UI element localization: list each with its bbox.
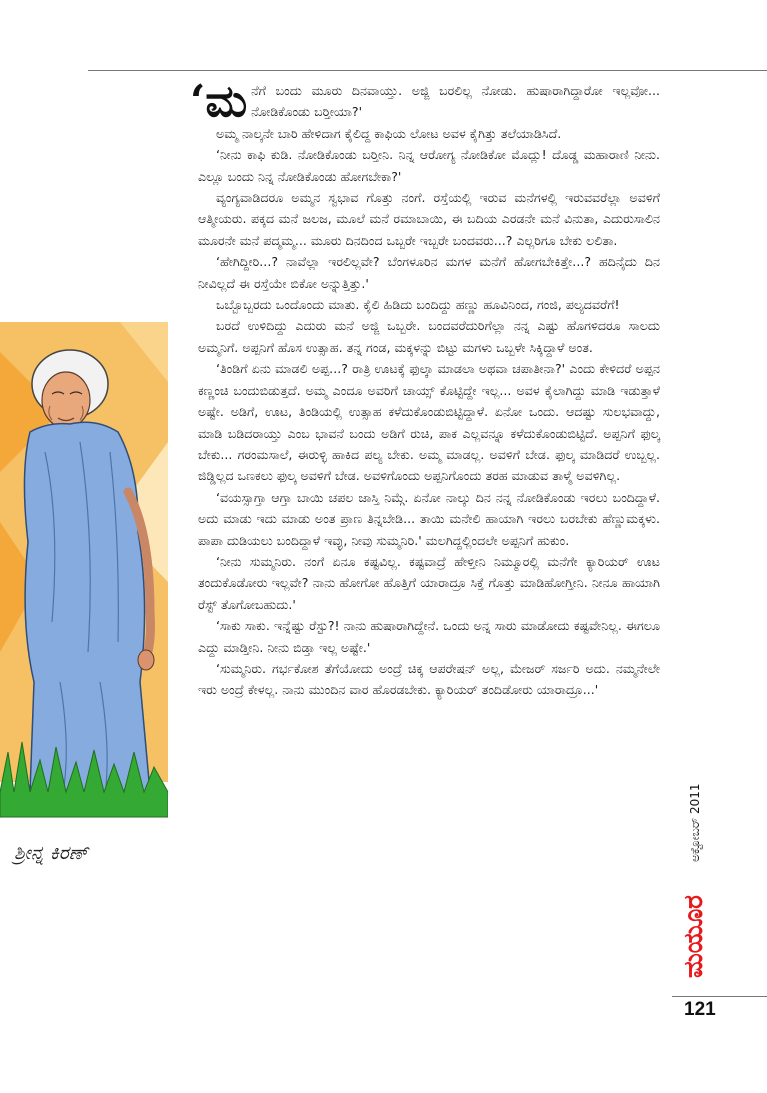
magazine-logo: ಮಯೂರ bbox=[679, 895, 709, 978]
article-paragraph: ‘ಸಾಕು ಸಾಕು. ಇನ್ನೆಷ್ಟು ರೆಸ್ಟು?! ನಾನು ಹುಷಾರಾಗಿದ್ದೇನೆ. ಒಂದು ಅನ್ನ ಸಾರು ಮಾಡೋದು ಕಷ್ಟವೇನಿಲ್ಲ. ಈಗಲೂ ಎದ್ದು ಮಾಡ್ತೀನಿ. ನೀನು ಬಿಡ್ತಾ ಇಲ್ಲ ಅಷ್ಟೇ.' bbox=[198, 618, 660, 655]
article-paragraph: ಒಬ್ಬೊಬ್ಬರದು ಒಂದೊಂದು ಮಾತು. ಕೈಲಿ ಹಿಡಿದು ಬಂದಿದ್ದು ಹಣ್ಣು ಹೂವಿನಿಂದ, ಗಂಜಿ, ಪಲ್ಯದವರೆಗೆ! bbox=[216, 297, 620, 313]
article-paragraph: ‘ಹೇಗಿದ್ದೀರಿ...? ನಾವೆಲ್ಲಾ ಇರಲಿಲ್ಲವೇ? ಬೆಂಗಳೂರಿನ ಮಗಳ ಮನೆಗೆ ಹೋಗಬೇಕಿತ್ತೇ...? ಹದಿನೈದು ದಿನ ನೀವಿಲ್ಲದೆ ಈ ರಸ್ತೆಯೇ ಬಿಕೋ ಅನ್ನುತ್ತಿತ್ತು.' bbox=[198, 254, 660, 291]
page-number: 121 bbox=[684, 999, 716, 1020]
article-paragraph: ಬರದೆ ಉಳಿದಿದ್ದು ಎದುರು ಮನೆ ಅಜ್ಜಿ ಒಬ್ಬರೇ. ಬಂದವರೆದುರಿಗೆಲ್ಲಾ ನನ್ನ ಎಷ್ಟು ಹೊಗಳಿದರೂ ಸಾಲದು ಅಮ್ಮನಿಗೆ. ಅಪ್ಪನಿಗೆ ಹೊಸ ಉತ್ಸಾಹ. ತನ್ನ ಗಂಡ, ಮಕ್ಕಳನ್ನು ಬಿಟ್ಟು ಮಗಳು ಒಬ್ಬಳೇ ಸಿಕ್ಕಿದ್ದಾಳೆ ಅಂತ. bbox=[198, 318, 660, 355]
article-paragraph: ‘ಮನೆಗೆ ಬಂದು ಮೂರು ದಿನವಾಯ್ತು. ಅಜ್ಜಿ ಬರಲಿಲ್ಲ ನೋಡು. ಹುಷಾರಾಗಿದ್ದಾರೋ ಇಲ್ಲವೋ... ನೋಡಿಕೊಂಡು ಬರ್‍ತೀಯಾ?' bbox=[190, 76, 660, 127]
article-paragraph: ‘ನೀನು ಸುಮ್ಮನಿರು. ನಂಗೆ ಏನೂ ಕಷ್ಟವಿಲ್ಲ. ಕಷ್ಟವಾದ್ರೆ ಹೇಳ್ತೀನಿ ನಿಮ್ಮೂರಲ್ಲಿ ಮನೆಗೇ ಕ್ಯಾರಿಯರ್ ಊಟ ತಂದುಕೊಡೋರು ಇಲ್ಲವೇ? ನಾನು ಹೋಗೋ ಹೊತ್ತಿಗೆ ಯಾರಾದ್ರೂ ಸಿಕ್ತೆ ಗೊತ್ತು ಮಾಡಿಹೋಗ್ತೀನಿ. ನೀನೂ ಹಾಯಾಗಿ ರೆಸ್ಟ್ ತೊಗೋಬಹುದು.' bbox=[198, 553, 660, 612]
artist-signature: ಶ್ರೀನ್ನ ಕಿರಣ್ bbox=[14, 842, 89, 864]
article-paragraph: ವ್ಯಂಗ್ಯವಾಡಿದರೂ ಅಮ್ಮನ ಸ್ವಭಾವ ಗೊತ್ತು ನಂಗೆ. ರಸ್ತೆಯಲ್ಲಿ ಇರುವ ಮನೆಗಳಲ್ಲಿ ಇರುವವರೆಲ್ಲಾ ಅವಳಿಗೆ ಆತ್ಮೀಯರು. ಪಕ್ಕದ ಮನೆ ಜಲಜ, ಮೂಲೆ ಮನೆ ರಮಾಬಾಯಿ, ಈ ಬದಿಯ ಎರಡನೇ ಮನೆ ವಿನುತಾ, ಎದುರುಸಾಲಿನ ಮೂರನೇ ಮನೆ ಪದ್ಮಮ್ಮ... ಮೂರು ದಿನದಿಂದ ಒಬ್ಬರೇ ಇಬ್ಬರೇ ಬಂದವರು...? ಎಲ್ಲರಿಗೂ ಬೇಕು ಲಲಿತಾ. bbox=[198, 190, 660, 248]
issue-date: ಅಕ್ಟೋಬರ್ 2011 bbox=[688, 783, 702, 862]
article-body bbox=[190, 76, 660, 701]
article-paragraph: ಅಮ್ಮ ನಾಲ್ಕನೇ ಬಾರಿ ಹೇಳಿದಾಗ ಕೈಲಿದ್ದ ಕಾಫಿಯ ಲೋಟ ಅವಳ ಕೈಗಿತ್ತು ತಲೆಯಾಡಿಸಿದೆ. bbox=[216, 125, 562, 141]
footer-rule bbox=[672, 996, 767, 997]
illustration-old-woman bbox=[0, 322, 168, 1022]
top-rule bbox=[88, 70, 767, 71]
article-paragraph: ‘ನೀನು ಕಾಫಿ ಕುಡಿ. ನೋಡಿಕೊಂಡು ಬರ್‍ತೀನಿ. ನಿನ್ನ ಆರೋಗ್ಯ ನೋಡಿಕೋ ಮೊದ್ಲು! ದೊಡ್ಡ ಮಹಾರಾಣಿ ನೀನು. ಎಲ್ಲೂ ಬಂದು ನಿನ್ನ ನೋಡಿಕೊಂಡು ಹೋಗಬೇಕಾ?' bbox=[198, 147, 660, 184]
article-paragraph: ‘ವಯಸ್ಸಾಗ್ತಾ ಆಗ್ತಾ ಬಾಯಿ ಚಪಲ ಜಾಸ್ತಿ ನಿಮ್ಗೆ. ಏನೋ ನಾಲ್ಕು ದಿನ ನನ್ನ ನೋಡಿಕೊಂಡು ಇರಲು ಬಂದಿದ್ದಾಳೆ. ಅದು ಮಾಡು ಇದು ಮಾಡು ಅಂತ ಪ್ರಾಣ ತಿನ್ನಬೇಡಿ... ತಾಯಿ ಮನೇಲಿ ಹಾಯಾಗಿ ಇರಲು ಬರಬೇಕು ಹೆಣ್ಣುಮಕ್ಕಳು. ಪಾಪಾ ದುಡಿಯಲು ಬಂದಿದ್ದಾಳೆ ಇವ್ಳು, ನೀವು ಸುಮ್ಮನಿರಿ.' ಮಲಗಿದ್ದಲ್ಲಿಂದಲೇ ಅಪ್ಪನಿಗೆ ಹುಕುಂ. bbox=[198, 489, 660, 548]
dropcap: ‘ಮ bbox=[190, 76, 248, 127]
article-paragraph: ‘ಸುಮ್ಮನಿರು. ಗರ್ಭಕೋಶ ತೆಗೆಯೋದು ಅಂದ್ರೆ ಚಿಕ್ಕ ಆಪರೇಷನ್ ಅಲ್ಲ, ಮೇಜರ್ ಸರ್ಜರಿ ಅದು. ನಮ್ಮನೇಲೇ ಇರು ಅಂದ್ರೆ ಕೇಳಲ್ಲ. ನಾನು ಮುಂದಿನ ವಾರ ಹೊರಡಬೇಕು. ಕ್ಯಾರಿಯರ್ ತಂದಿಡೋರು ಯಾರಾದ್ರೂ...' bbox=[198, 660, 660, 698]
article-paragraph: ‘ತಿಂಡಿಗೆ ಏನು ಮಾಡಲಿ ಅಪ್ಪ...? ರಾತ್ರಿ ಊಟಕ್ಕೆ ಫುಲ್ಕಾ ಮಾಡಲಾ ಅಥವಾ ಚಪಾತೀನಾ?' ಎಂದು ಕೇಳಿದರೆ ಅಪ್ಪನ ಕಣ್ಣಂಚಿ ಬಂದುಬಿಡುತ್ತದೆ. ಅಮ್ಮ ಎಂದೂ ಅವರಿಗೆ ಚಾಯ್ಸ್ ಕೊಟ್ಟಿದ್ದೇ ಇಲ್ಲ... ಅವಳ ಕೈಲಾಗಿದ್ದು ಮಾಡಿ ಇಡುತ್ತಾಳೆ ಅಷ್ಟೇ. ಅಡಿಗೆ, ಊಟ, ತಿಂಡಿಯಲ್ಲಿ ಉತ್ಸಾಹ ಕಳೆದುಕೊಂಡುಬಿಟ್ಟಿದ್ದಾಳೆ. ಏನೋ ಒಂದು. ಆದಷ್ಟು ಸುಲಭವಾದ್ದು, ಮಾಡಿ ಬಡಿದರಾಯ್ತು ಎಂಬ ಭಾವನೆ ಬಂದು ಅಡಿಗೆ ರುಚಿ, ಪಾಕ ಎಲ್ಲವನ್ನೂ ಕಳೆದುಕೊಂಡುಬಿಟ್ಟಿದೆ. ಅಪ್ಪನಿಗೆ ಫುಲ್ಕ ಬೇಕು... ಗರಂಮಸಾಲೆ, ಈರುಳ್ಳಿ ಹಾಕಿದ ಪಲ್ಯ ಬೇಕು. ಅಮ್ಮ ಮಾಡಲ್ಲ. ಅವಳಿಗೆ ಬೇಡ. ಫುಲ್ಕ ಮಾಡಿದರೆ ಉಬ್ಬಲ್ಲ. ಜಿಡ್ಡಿಲ್ಲದ ಒಣಕಲು ಫುಲ್ಕ ಅವಳಿಗೆ ಬೇಡ. ಅವಳಿಗೊಂದು ಅಪ್ಪನಿಗೊಂದು ತರಹ ಮಾಡುವ ತಾಳ್ಮೆ ಅವಳಿಗಿಲ್ಲ. bbox=[198, 361, 660, 484]
